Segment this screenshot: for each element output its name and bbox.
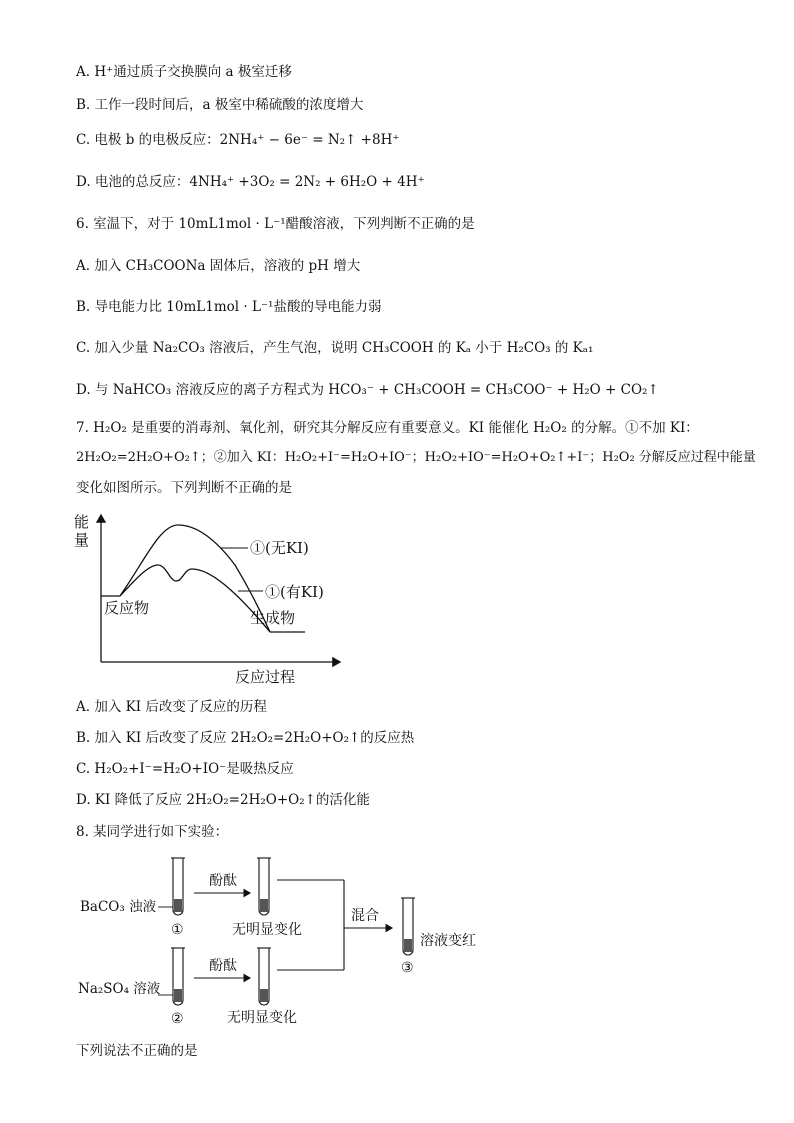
- experiment-diagram: [72, 850, 502, 1030]
- energy-diagram: [70, 505, 360, 690]
- reactant-label: 反应物: [104, 599, 150, 617]
- q6-option-c: C. 加入少量 Na₂CO₃ 溶液后，产生气泡，说明 CH₃COOH 的 Kₐ 小于 H₂CO₃ 的 Kₐ₁: [76, 340, 594, 356]
- q7-stem-line2: 2H₂O₂=2H₂O+O₂↑；②加入 KI：H₂O₂+I⁻=H₂O+IO⁻；H₂O₂+IO⁻=H₂O+O₂↑+I⁻；H₂O₂ 分解反应过程中能量: [76, 450, 756, 465]
- tube1-label: BaCO₃ 浊液: [80, 899, 157, 915]
- result3-label: 溶液变红: [420, 933, 476, 949]
- q8-tail: 下列说法不正确的是: [76, 1043, 198, 1059]
- x-axis-label: 反应过程: [235, 668, 296, 686]
- q7-option-a: A. 加入 KI 后改变了反应的历程: [76, 699, 267, 715]
- q7-stem-line1: 7. H₂O₂ 是重要的消毒剂、氧化剂，研究其分解反应有重要意义。KI 能催化 H₂O₂ 的分解。①不加 KI：: [76, 420, 699, 436]
- result1-label: 无明显变化: [232, 922, 302, 938]
- q6-option-a: A. 加入 CH₃COONa 固体后，溶液的 pH 增大: [76, 258, 361, 274]
- test-tube-1: [171, 858, 185, 915]
- result2-label: 无明显变化: [227, 1010, 297, 1026]
- test-tube-2b: [257, 948, 271, 1005]
- q6-stem: 6. 室温下，对于 10mL1mol · L⁻¹醋酸溶液，下列判断不正确的是: [76, 216, 475, 232]
- reagent1-label: 酚酞: [209, 873, 237, 889]
- curve2-label: ①(有KI): [265, 583, 324, 601]
- tube2-label: Na₂SO₄ 溶液: [78, 981, 161, 997]
- q6-option-b: B. 导电能力比 10mL1mol · L⁻¹盐酸的导电能力弱: [76, 299, 382, 315]
- tube2-number: ②: [171, 1011, 184, 1027]
- q8-stem: 8. 某同学进行如下实验：: [76, 824, 229, 840]
- q7-option-d: D. KI 降低了反应 2H₂O₂=2H₂O+O₂↑的活化能: [76, 792, 370, 808]
- q6-option-d: D. 与 NaHCO₃ 溶液反应的离子方程式为 HCO₃⁻ + CH₃COOH = CH₃COO⁻ + H₂O + CO₂↑: [76, 382, 659, 398]
- y-axis-label-1: 能: [74, 513, 90, 531]
- q5-option-b: B. 工作一段时间后，a 极室中稀硫酸的浓度增大: [76, 97, 364, 113]
- mix-label: 混合: [351, 908, 379, 924]
- test-tube-1b: [257, 858, 271, 915]
- q7-stem-line3: 变化如图所示。下列判断不正确的是: [76, 480, 292, 496]
- test-tube-3: [401, 898, 415, 955]
- curve1-label: ①(无KI): [250, 539, 309, 557]
- q5-option-d: D. 电池的总反应：4NH₄⁺ +3O₂ = 2N₂ + 6H₂O + 4H⁺: [76, 174, 425, 190]
- test-tube-2: [171, 948, 185, 1005]
- tube1-number: ①: [171, 922, 184, 938]
- q5-option-c: C. 电极 b 的电极反应：2NH₄⁺ − 6e⁻ = N₂↑ +8H⁺: [76, 132, 400, 148]
- reagent2-label: 酚酞: [209, 958, 237, 974]
- q5-option-a: A. H⁺通过质子交换膜向 a 极室迁移: [76, 64, 292, 80]
- product-label: 生成物: [250, 609, 296, 627]
- tube3-number: ③: [401, 960, 414, 976]
- q7-option-b: B. 加入 KI 后改变了反应 2H₂O₂=2H₂O+O₂↑的反应热: [76, 730, 415, 746]
- y-axis-label-2: 量: [74, 531, 90, 549]
- q7-option-c: C. H₂O₂+I⁻=H₂O+IO⁻是吸热反应: [76, 761, 294, 777]
